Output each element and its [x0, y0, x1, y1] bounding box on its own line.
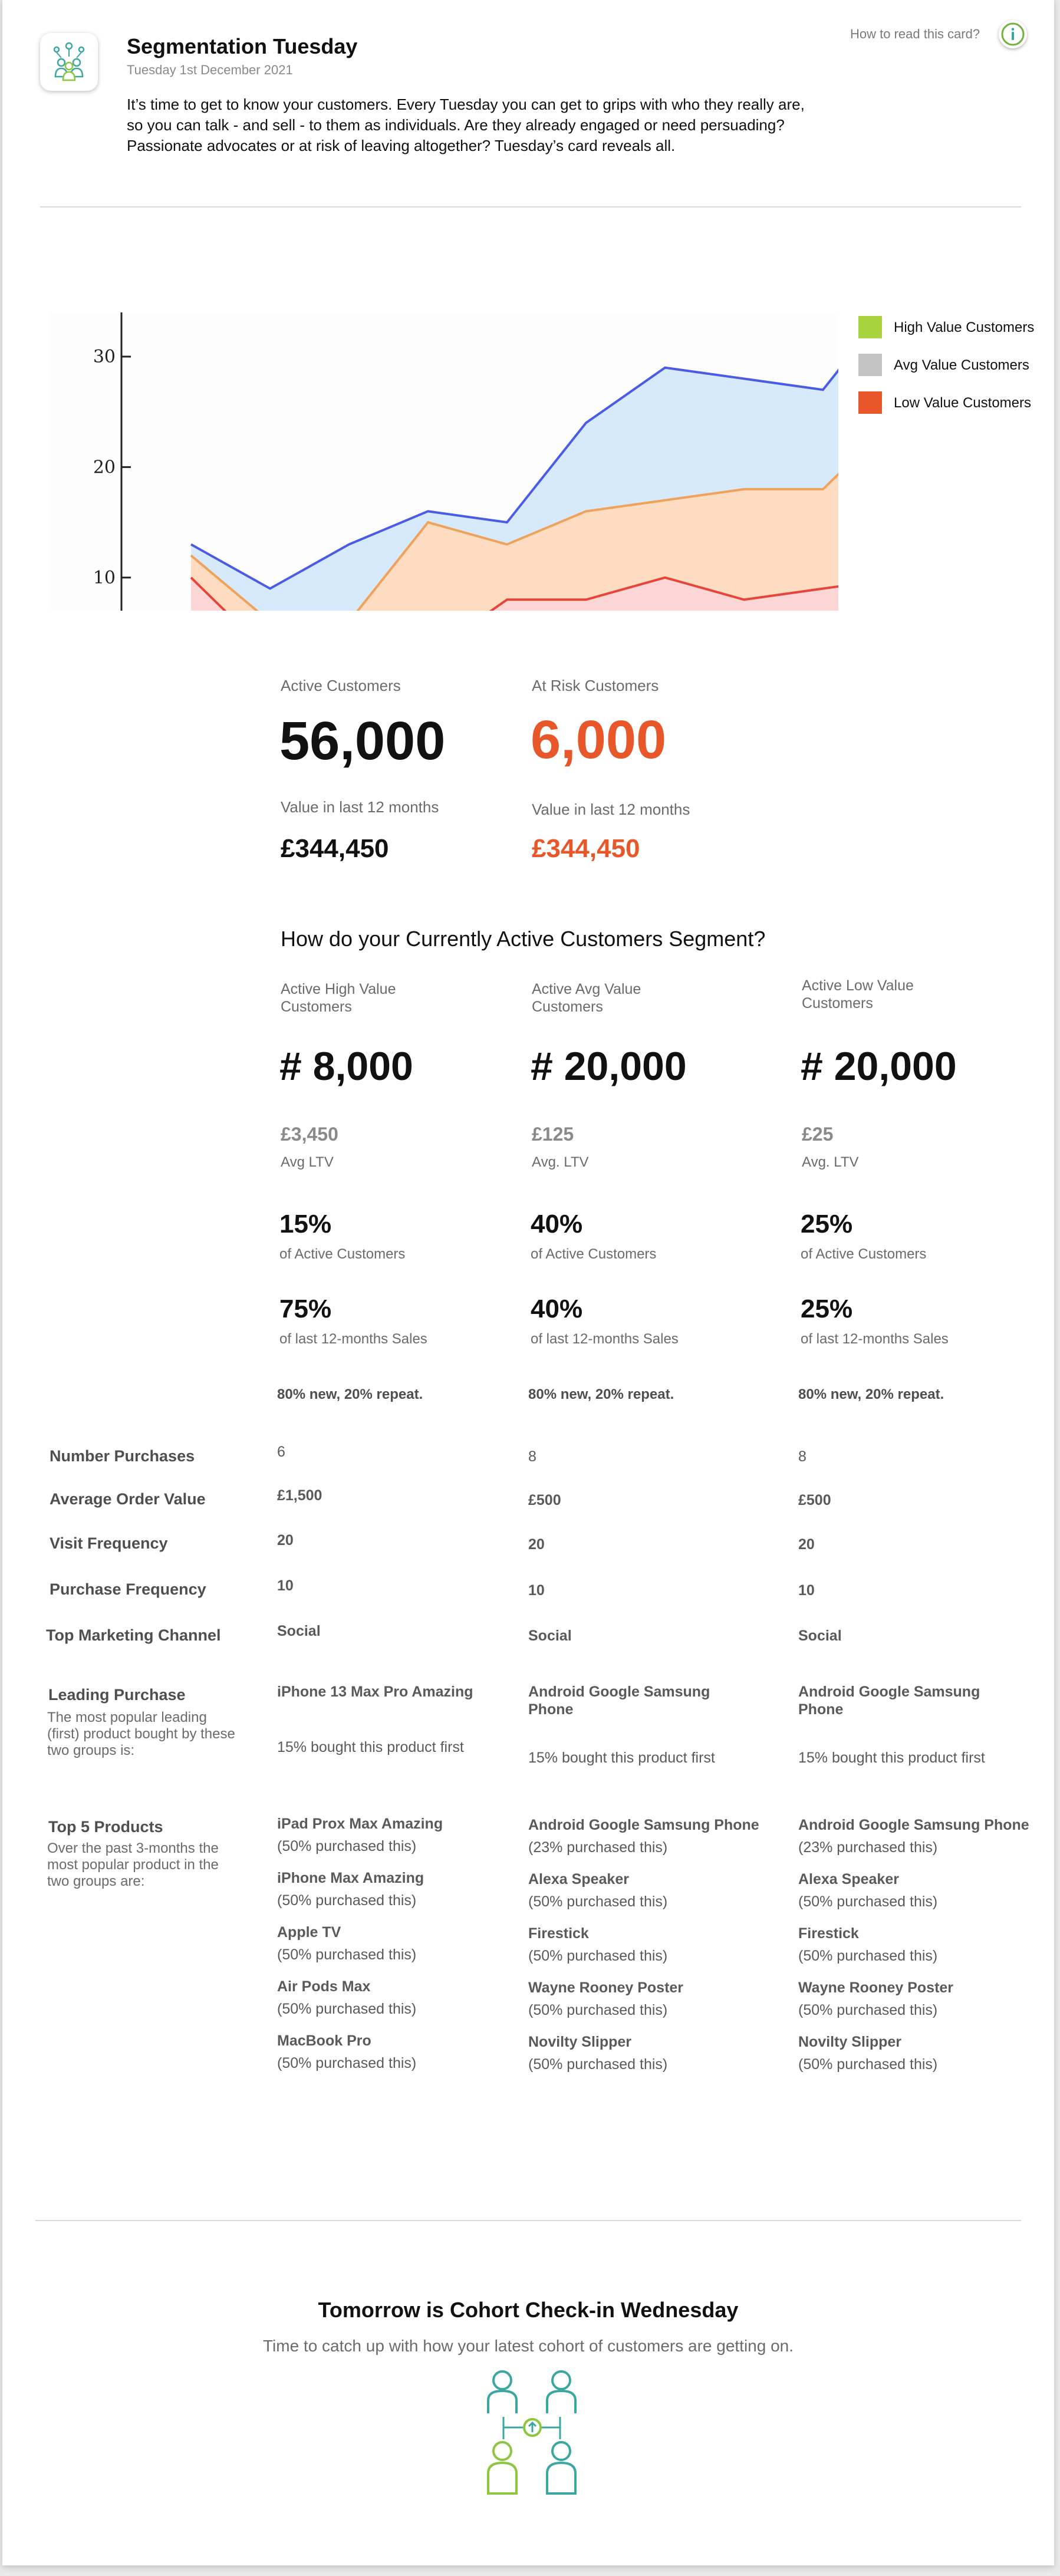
segment-visit-frequency: 20 — [277, 1532, 294, 1549]
segmentation-logo-icon — [40, 33, 98, 91]
top-product-pct: (50% purchased this) — [277, 2001, 417, 2017]
chart-legend — [858, 316, 1053, 422]
segment-avg-ltv-label: Avg LTV — [281, 1154, 334, 1170]
top-product-name: Novilty Slipper — [798, 2034, 902, 2050]
top-product-name: Wayne Rooney Poster — [528, 1979, 684, 1996]
segmentation-card — [2, 0, 1054, 2565]
segment-leading-purchase: iPhone 13 Max Pro Amazing — [277, 1684, 473, 1700]
legend-label-avg: Avg Value Customers — [894, 357, 1029, 373]
top-product-name: Apple TV — [277, 1924, 341, 1941]
top-product-pct: (50% purchased this) — [798, 2002, 938, 2018]
top-product-pct: (50% purchased this) — [798, 1948, 938, 1964]
segments-heading: How do your Currently Active Customers Segment? — [281, 927, 766, 951]
active-customers-count: 56,000 — [279, 711, 446, 771]
row-label-leading-purchase: Leading Purchase — [48, 1686, 186, 1704]
active-value: £344,450 — [281, 834, 389, 863]
row-label-number-purchases: Number Purchases — [50, 1447, 195, 1465]
segment-avg-ltv-label: Avg. LTV — [532, 1154, 589, 1170]
segment-new-repeat: 80% new, 20% repeat. — [528, 1386, 674, 1402]
segment-average-order-value: £500 — [528, 1492, 561, 1508]
top-product-pct: (50% purchased this) — [528, 2002, 668, 2018]
segment-leading-purchase-pct: 15% bought this product first — [798, 1750, 985, 1766]
segment-average-order-value: £1,500 — [277, 1487, 322, 1504]
legend-swatch-avg — [858, 354, 882, 376]
intro-text — [127, 94, 893, 156]
segment-leading-purchase: Android Google Samsung — [528, 1684, 710, 1700]
top-product-pct: (50% purchased this) — [798, 1893, 938, 1910]
intro-line: so you can talk - and sell - to them as individuals. Are they already engaged or need persuading? — [127, 116, 785, 134]
info-icon — [999, 20, 1027, 48]
segment-average-order-value: £500 — [798, 1492, 831, 1508]
segment-top-channel: Social — [798, 1628, 842, 1644]
segment-area-chart — [50, 312, 969, 611]
segment-count: # 20,000 — [801, 1044, 957, 1089]
top-product-name: Alexa Speaker — [798, 1871, 899, 1887]
segment-pct-active: 40% — [531, 1210, 583, 1238]
chart-svg — [50, 312, 969, 611]
segment-leading-purchase: Phone — [528, 1701, 574, 1718]
row-label-visit-frequency: Visit Frequency — [50, 1534, 168, 1552]
at-risk-label: At Risk Customers — [532, 677, 659, 694]
top-product-name: Wayne Rooney Poster — [798, 1979, 954, 1996]
top-product-name: Firestick — [798, 1925, 859, 1942]
segment-number-purchases: 8 — [798, 1448, 806, 1465]
segment-leading-purchase-pct: 15% bought this product first — [528, 1750, 715, 1766]
top-product-pct: (50% purchased this) — [277, 2055, 417, 2071]
footer-subtitle: Time to catch up with how your latest cohort of customers are getting on. — [262, 2337, 794, 2355]
y-tick-label: 10 — [93, 567, 116, 588]
legend-label-high: High Value Customers — [894, 319, 1035, 335]
segment-number-purchases: 8 — [528, 1448, 536, 1465]
segment-purchase-frequency: 10 — [528, 1582, 545, 1599]
top-product-pct: (50% purchased this) — [798, 2056, 938, 2073]
top-product-name: Air Pods Max — [277, 1978, 371, 1995]
segment-pct-sales: 25% — [801, 1294, 853, 1323]
segment-leading-purchase: Phone — [798, 1701, 844, 1718]
active-customers-label: Active Customers — [281, 677, 401, 694]
y-tick-label: 20 — [93, 457, 116, 478]
segment-pct-active: 15% — [279, 1210, 332, 1238]
top-product-pct: (50% purchased this) — [277, 1838, 417, 1854]
segment-label: Customers — [532, 999, 603, 1015]
divider — [35, 2220, 1021, 2221]
segment-pct-sales: 40% — [531, 1294, 583, 1323]
segment-new-repeat: 80% new, 20% repeat. — [277, 1386, 423, 1402]
top-product-name: Firestick — [528, 1925, 589, 1942]
row-label-average-order-value: Average Order Value — [50, 1490, 206, 1508]
at-risk-value: £344,450 — [532, 834, 640, 863]
segment-label: Active Avg Value — [532, 981, 641, 997]
top-product-pct: (23% purchased this) — [798, 1839, 938, 1856]
segment-purchase-frequency: 10 — [277, 1577, 294, 1594]
top-product-pct: (50% purchased this) — [277, 1946, 417, 1963]
top-5-products-description: Over the past 3-months the most popular product in the two groups are: — [47, 1840, 219, 1889]
segment-pct-active-label: of Active Customers — [279, 1246, 406, 1262]
page-date: Tuesday 1st December 2021 — [127, 62, 293, 77]
segment-visit-frequency: 20 — [798, 1536, 815, 1553]
segment-top-channel: Social — [528, 1628, 572, 1644]
legend-label-low: Low Value Customers — [894, 395, 1031, 411]
segment-avg-ltv-label: Avg. LTV — [802, 1154, 859, 1170]
segment-new-repeat: 80% new, 20% repeat. — [798, 1386, 944, 1402]
row-label-top-5-products: Top 5 Products — [48, 1818, 163, 1836]
intro-line: Passionate advocates or at risk of leaving altogether? Tuesday’s card reveals all. — [127, 137, 676, 154]
top-product-name: Alexa Speaker — [528, 1871, 629, 1887]
segment-pct-active-label: of Active Customers — [531, 1246, 657, 1262]
active-value-label: Value in last 12 months — [281, 798, 439, 816]
segment-avg-ltv: £3,450 — [281, 1124, 338, 1145]
at-risk-count: 6,000 — [531, 710, 667, 770]
page-title: Segmentation Tuesday — [127, 34, 358, 58]
top-product-name: iPad Prox Max Amazing — [277, 1816, 443, 1832]
top-product-pct: (50% purchased this) — [528, 2056, 668, 2073]
segment-number-purchases: 6 — [277, 1444, 285, 1460]
top-product-name: Android Google Samsung Phone — [798, 1817, 1029, 1833]
segment-avg-ltv: £125 — [532, 1124, 574, 1145]
cohort-people-icon — [480, 2370, 586, 2499]
top-product-name: MacBook Pro — [277, 2033, 371, 2049]
segment-purchase-frequency: 10 — [798, 1582, 815, 1599]
segment-leading-purchase-pct: 15% bought this product first — [277, 1739, 464, 1755]
top-product-pct: (50% purchased this) — [277, 1892, 417, 1909]
row-label-top-marketing-channel: Top Marketing Channel — [46, 1626, 221, 1644]
segment-label: Customers — [802, 995, 873, 1012]
legend-swatch-high — [858, 316, 882, 338]
top-product-pct: (23% purchased this) — [528, 1839, 668, 1856]
segment-avg-ltv: £25 — [802, 1124, 834, 1145]
segment-label: Active High Value — [281, 981, 396, 997]
segment-pct-active-label: of Active Customers — [801, 1246, 927, 1262]
segment-pct-sales: 75% — [279, 1294, 332, 1323]
row-label-purchase-frequency: Purchase Frequency — [50, 1580, 206, 1598]
segment-pct-sales-label: of last 12-months Sales — [531, 1331, 679, 1347]
segment-count: # 8,000 — [279, 1044, 413, 1089]
top-product-name: iPhone Max Amazing — [277, 1870, 424, 1886]
footer-title: Tomorrow is Cohort Check-in Wednesday — [318, 2298, 739, 2322]
segment-label: Active Low Value — [802, 977, 914, 994]
legend-swatch-low — [858, 391, 882, 414]
how-to-read-link[interactable]: How to read this card? — [850, 27, 980, 41]
segment-label: Customers — [281, 999, 352, 1015]
info-button[interactable] — [999, 20, 1027, 48]
segment-pct-active: 25% — [801, 1210, 853, 1238]
segment-pct-sales-label: of last 12-months Sales — [279, 1331, 427, 1347]
leading-purchase-description: The most popular leading (first) product bought by these two groups is: — [47, 1709, 235, 1758]
y-tick-label: 30 — [93, 346, 116, 367]
top-product-name: Novilty Slipper — [528, 2034, 632, 2050]
segment-leading-purchase: Android Google Samsung — [798, 1684, 980, 1700]
top-product-pct: (50% purchased this) — [528, 1948, 668, 1964]
segment-top-channel: Social — [277, 1623, 321, 1639]
intro-line: It’s time to get to know your customers. Every Tuesday you can get to grips with who they really are, — [127, 95, 805, 113]
top-product-pct: (50% purchased this) — [528, 1893, 668, 1910]
segment-count: # 20,000 — [531, 1044, 687, 1089]
segment-visit-frequency: 20 — [528, 1536, 545, 1553]
segment-pct-sales-label: of last 12-months Sales — [801, 1331, 949, 1347]
at-risk-value-label: Value in last 12 months — [532, 801, 690, 818]
top-product-name: Android Google Samsung Phone — [528, 1817, 759, 1833]
divider — [40, 206, 1021, 207]
